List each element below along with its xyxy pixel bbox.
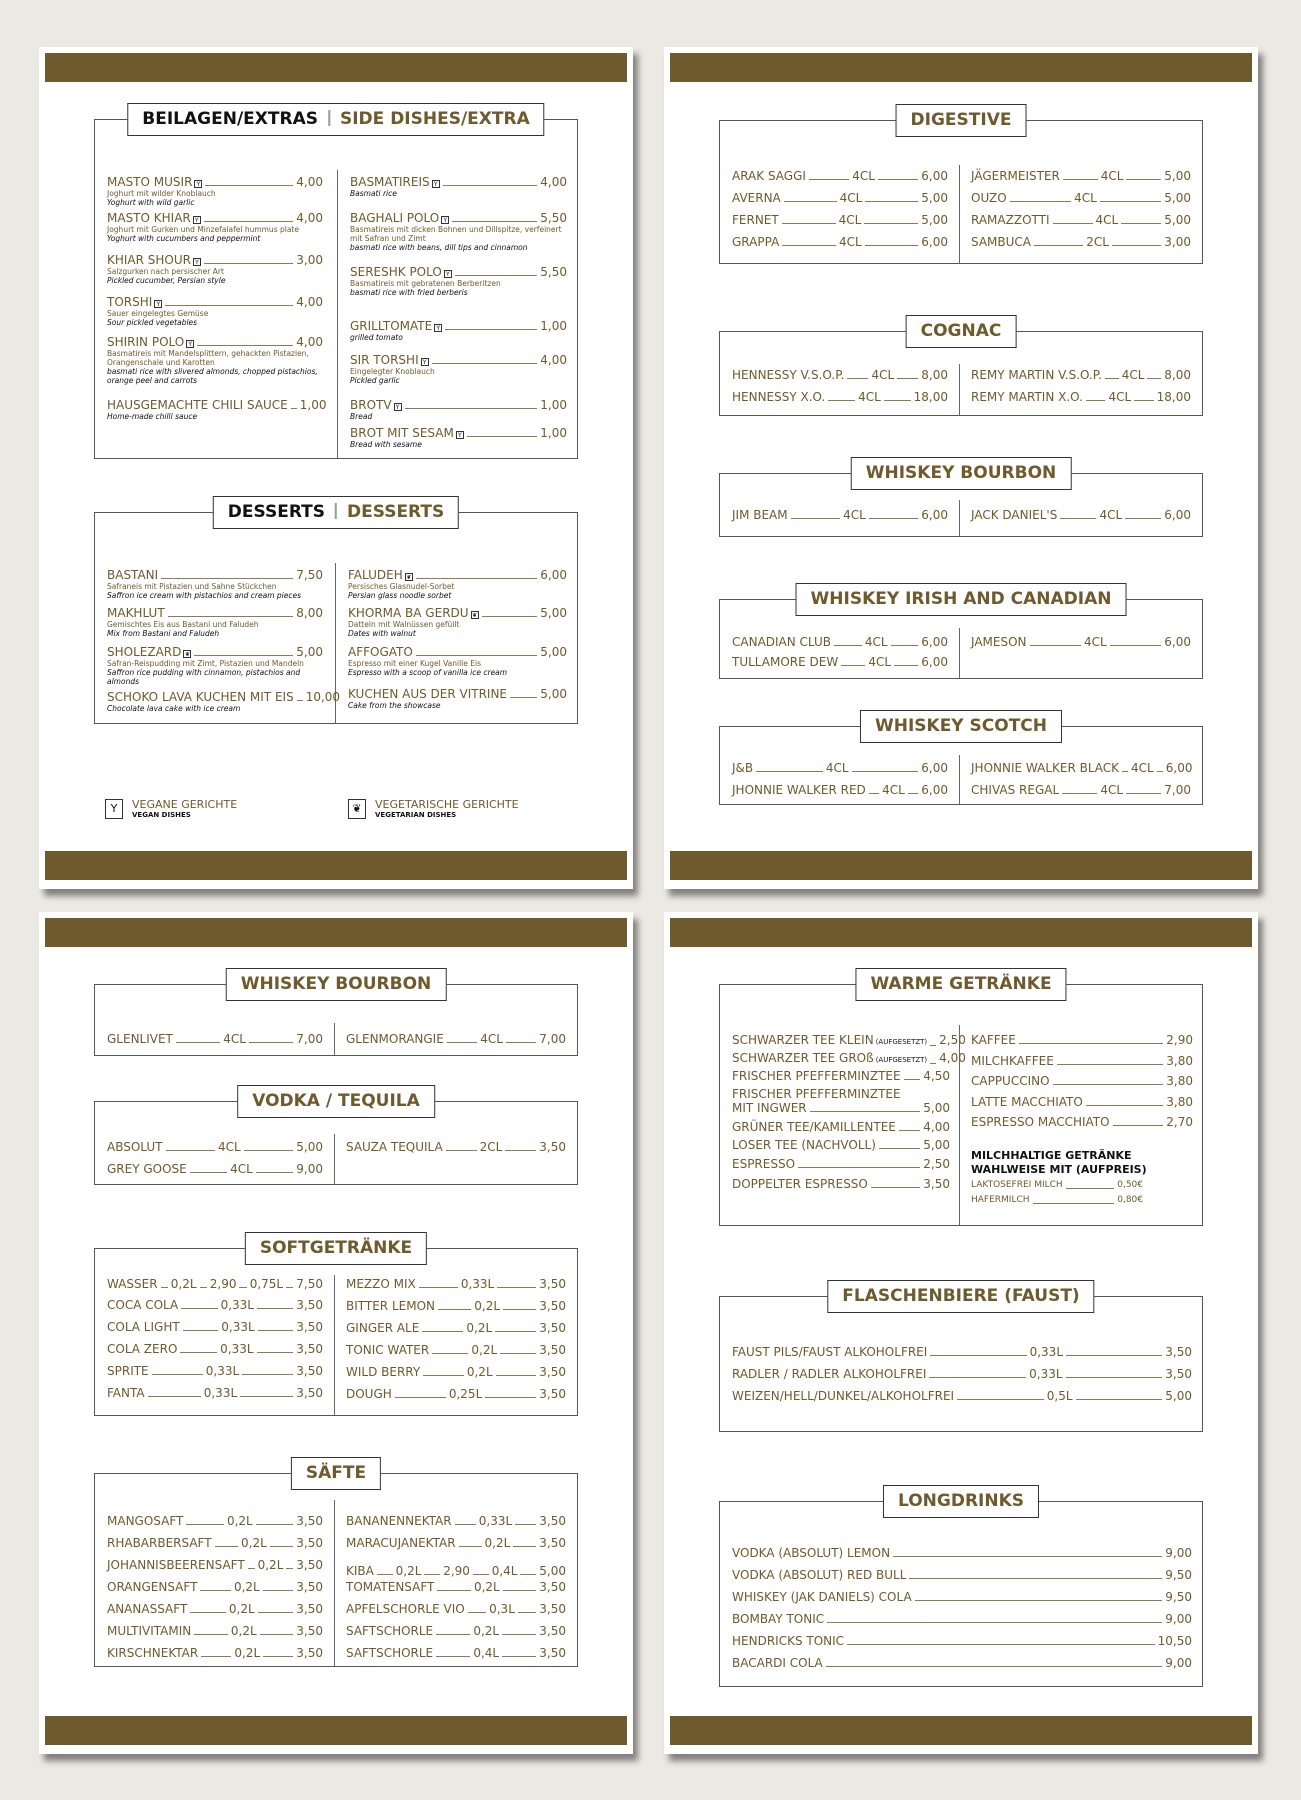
drink-item: JOHANNISBEERENSAFT 0,2L 3,50 bbox=[107, 1558, 324, 1572]
drink-item: COCA COLA 0,33L 3,50 bbox=[107, 1298, 324, 1312]
item-description-en: basmati rice with beans, dill tips and cinnamon bbox=[350, 243, 528, 252]
section-title: LONGDRINKS bbox=[883, 1485, 1039, 1518]
item-description-en: Chocolate lava cake with ice cream bbox=[107, 704, 241, 713]
item-description-en: Bread with sesame bbox=[350, 440, 422, 449]
menu-item: AFFOGATO 5,00 Espresso mit einer Kugel Vanille Eis Espresso with a scoop of vanilla ice cream bbox=[348, 645, 567, 677]
drink-item: HENNESSY V.S.O.P. 4CL 8,00 bbox=[732, 368, 948, 382]
section-title: DIGESTIVE bbox=[896, 104, 1027, 137]
drink-column bbox=[732, 1297, 1192, 1431]
drink-item: DOPPELTER ESPRESSO 3,50 bbox=[732, 1177, 950, 1191]
milk-options: LAKTOSEFREI MILCH 0,50€ HAFERMILCH 0,80€ bbox=[971, 1180, 1143, 1205]
drink-item: BOMBAY TONIC 9,00 bbox=[732, 1612, 1192, 1626]
drink-item: REMY MARTIN X.O. 4CL 18,00 bbox=[971, 390, 1192, 404]
drink-item: MARACUJANEKTAR 0,2L 3,50 bbox=[346, 1536, 566, 1550]
drink-item: SCHWARZER TEE GROß (AUFGESETZT) 4,00 bbox=[732, 1051, 966, 1065]
menu-item: KIBA 0,2L 2,90 0,4L 5,00 bbox=[346, 1564, 566, 1578]
top-band bbox=[45, 53, 627, 82]
menu-page-hot-drinks-beer-longdrinks bbox=[664, 912, 1258, 1754]
item-description-en: Persian glass noodle sorbet bbox=[348, 591, 452, 600]
drink-item: WHISKEY (JAK DANIELS) COLA 9,50 bbox=[732, 1590, 1192, 1604]
section-desserts bbox=[94, 502, 578, 724]
top-band bbox=[45, 918, 627, 947]
legend-vegetarian: VEGETARISCHE GERICHTE VEGETARIAN DISHES bbox=[375, 798, 519, 819]
drink-column bbox=[971, 474, 1191, 536]
drink-item: SAFTSCHORLE 0,2L 3,50 bbox=[346, 1624, 567, 1638]
item-description-de: Basmatireis mit gebratenen Berberitzen bbox=[350, 279, 501, 288]
item-description-en: Cake from the showcase bbox=[348, 701, 441, 710]
vegan-icon: Y bbox=[194, 180, 202, 188]
item-description-en: Bread bbox=[350, 412, 373, 421]
drink-item: DOUGH 0,25L 3,50 bbox=[346, 1387, 567, 1401]
menu-item: MAKHLUT 8,00 Gemischtes Eis aus Bastani und Faludeh Mix from Bastani and Faludeh bbox=[107, 606, 323, 638]
vegan-icon: Y bbox=[444, 270, 452, 278]
drink-item: SCHWARZER TEE KLEIN (AUFGESETZT) 2,50 bbox=[732, 1033, 966, 1047]
drink-column bbox=[971, 121, 1191, 263]
drink-item: MANGOSAFT 0,2L 3,50 bbox=[107, 1514, 324, 1528]
drink-item: J&B 4CL 6,00 bbox=[732, 761, 948, 775]
drink-item: TOMATENSAFT 0,2L 3,50 bbox=[346, 1580, 566, 1594]
drink-item: GINGER ALE 0,2L 3,50 bbox=[346, 1321, 567, 1335]
section-vodka-tequila bbox=[94, 1091, 578, 1185]
item-description-en: Espresso with a scoop of vanilla ice cream bbox=[348, 668, 508, 677]
item-description-de: Salzgurken nach persischer Art bbox=[107, 267, 224, 276]
section-title: WHISKEY BOURBON bbox=[226, 968, 447, 1001]
menu-item: BAGHALI POLO Y 5,50 Basmatireis mit dicken Bohnen und Dillspitze, verfeinert mit Safran und Zimt basmati rice with beans, dill tips and cinnamon bbox=[350, 211, 567, 252]
section-title: WHISKEY SCOTCH bbox=[860, 710, 1062, 743]
drink-item: COLA ZERO 0,33L 3,50 bbox=[107, 1342, 323, 1356]
item-description-de: Safran-Reispudding mit Zimt, Pistazien und Mandeln bbox=[107, 659, 304, 668]
drink-item: ORANGENSAFT 0,2L 3,50 bbox=[107, 1580, 324, 1594]
section-juices bbox=[94, 1463, 578, 1667]
item-description-en: basmati rice with slivered almonds, chopped pistachios, orange peel and carrots bbox=[107, 367, 318, 385]
drink-item: BITTER LEMON 0,2L 3,50 bbox=[346, 1299, 566, 1313]
menu-item: KUCHEN AUS DER VITRINE 5,00 Cake from the showcase bbox=[348, 687, 567, 710]
menu-page-soft-drinks bbox=[39, 912, 633, 1754]
drink-item: MULTIVITAMIN 0,2L 3,50 bbox=[107, 1624, 324, 1638]
menu-item: BROTV Y 1,00 Bread bbox=[350, 398, 567, 421]
drink-item: JÄGERMEISTER 4CL 5,00 bbox=[971, 169, 1191, 183]
drink-item: ANANASSAFT 0,2L 3,50 bbox=[107, 1602, 323, 1616]
menu-item: BASTANI 7,50 Safraneis mit Pistazien und Sahne Stückchen Saffron ice cream with pistachios and cream pieces bbox=[107, 568, 323, 600]
drink-column bbox=[971, 727, 1191, 804]
section-title: COGNAC bbox=[906, 315, 1017, 348]
legend-vegan: VEGANE GERICHTE VEGAN DISHES bbox=[132, 798, 238, 819]
drink-item: ESPRESSO 2,50 bbox=[732, 1157, 950, 1171]
section-digestive bbox=[719, 110, 1203, 264]
drink-item: CANADIAN CLUB 4CL 6,00 bbox=[732, 635, 948, 649]
menu-item: GRILLTOMATE Y 1,00 grilled tomato bbox=[350, 319, 567, 342]
item-description-de: Espresso mit einer Kugel Vanille Eis bbox=[348, 659, 481, 668]
vegetarian-icon: ❦ bbox=[472, 612, 478, 619]
item-column bbox=[348, 513, 567, 723]
item-column bbox=[107, 120, 327, 458]
top-band bbox=[670, 918, 1252, 947]
item-description-en: Basmati rice bbox=[350, 189, 397, 198]
section-whiskey-irish-canadian bbox=[719, 589, 1203, 679]
item-description-en: Home-made chilli sauce bbox=[107, 412, 198, 421]
drink-column bbox=[732, 600, 948, 678]
drink-item: VODKA (ABSOLUT) RED BULL 9,50 bbox=[732, 1568, 1192, 1582]
drink-item: FANTA 0,33L 3,50 bbox=[107, 1386, 323, 1400]
item-description-de: Basmatireis mit dicken Bohnen und Dillspitze, verfeinert mit Safran und Zimt bbox=[350, 225, 562, 243]
menu-page-spirits bbox=[664, 47, 1258, 889]
section-soft-drinks bbox=[94, 1238, 578, 1416]
menu-item: KHIAR SHOUR Y 3,00 Salzgurken nach persischer Art Pickled cucumber, Persian style bbox=[107, 253, 323, 285]
item-description-en: Saffron rice pudding with cinnamon, pistachios and almonds bbox=[107, 668, 301, 686]
drink-item: KIRSCHNEKTAR 0,2L 3,50 bbox=[107, 1646, 323, 1660]
section-title: SOFTGETRÄNKE bbox=[245, 1232, 427, 1265]
drink-item: GRÜNER TEE/KAMILLENTEE 4,00 bbox=[732, 1120, 950, 1134]
item-description-en: basmati rice with fried berberis bbox=[350, 288, 468, 297]
item-description-en: grilled tomato bbox=[350, 333, 403, 342]
soft-left-column bbox=[107, 1249, 323, 1415]
drink-item: TULLAMORE DEW 4CL 6,00 bbox=[732, 655, 948, 669]
item-description-de: Safraneis mit Pistazien und Sahne Stückchen bbox=[107, 582, 277, 591]
drink-item: ARAK SAGGI 4CL 6,00 bbox=[732, 169, 949, 183]
drink-item: GLENMORANGIE 4CL 7,00 bbox=[346, 1032, 567, 1046]
bottom-band bbox=[45, 851, 627, 880]
drink-item: APFELSCHORLE VIO 0,3L 3,50 bbox=[346, 1602, 567, 1616]
drink-column bbox=[971, 600, 1191, 678]
drink-item: LATTE MACCHIATO 3,80 bbox=[971, 1094, 1193, 1109]
section-whiskey-bourbon bbox=[719, 463, 1203, 537]
vegan-icon: Y bbox=[394, 403, 402, 411]
section-title: BEILAGEN/EXTRAS SIDE DISHES/EXTRA bbox=[127, 103, 544, 136]
drink-item: SAUZA TEQUILA 2CL 3,50 bbox=[346, 1140, 567, 1154]
drink-column bbox=[732, 474, 948, 536]
drink-item: WILD BERRY 0,2L 3,50 bbox=[346, 1365, 567, 1379]
drink-column bbox=[732, 121, 948, 263]
drink-item: BANANENNEKTAR 0,33L 3,50 bbox=[346, 1514, 567, 1528]
menu-item: TORSHI Y 4,00 Sauer eingelegtes Gemüse Sour pickled vegetables bbox=[107, 295, 323, 327]
drink-item: HENDRICKS TONIC 10,50 bbox=[732, 1634, 1192, 1648]
item-column bbox=[107, 513, 341, 723]
item-description-de: Joghurt mit Gurken und Minzefalafel hummus plate bbox=[107, 225, 299, 234]
drink-item: ESPRESSO MACCHIATO 2,70 bbox=[971, 1115, 1193, 1129]
drink-item: MILCHKAFFEE 3,80 bbox=[971, 1053, 1193, 1068]
drink-item: JIM BEAM 4CL 6,00 bbox=[732, 508, 949, 522]
vegan-icon: Y bbox=[432, 180, 440, 188]
menu-item: MASTO MUSIR Y 4,00 Joghurt mit wilder Knoblauch Yoghurt with wild garlic bbox=[107, 175, 323, 207]
section-whiskey-scotch bbox=[719, 716, 1203, 805]
vegan-icon: Y bbox=[421, 358, 429, 366]
vegan-icon: Y bbox=[193, 216, 201, 224]
vegan-icon: Y bbox=[154, 300, 162, 308]
menu-item: SHIRIN POLO Y 4,00 Basmatireis mit Mandelsplittern, gehackten Pistazien, Orangenschale und Karotten basmati rice with slivered almonds, chopped pistachios, orange peel and carrots bbox=[107, 335, 323, 385]
drink-item: LOSER TEE (NACHVOLL) 5,00 bbox=[732, 1138, 950, 1152]
drink-item: SAMBUCA 2CL 3,00 bbox=[971, 235, 1191, 249]
drink-item: BACARDI COLA 9,00 bbox=[732, 1656, 1192, 1670]
item-description-en: Pickled garlic bbox=[350, 376, 400, 385]
menu-item: BROT MIT SESAM Y 1,00 Bread with sesame bbox=[350, 426, 567, 449]
drink-item: JHONNIE WALKER RED 4CL 6,00 bbox=[732, 783, 948, 797]
drink-item: GRAPPA 4CL 6,00 bbox=[732, 235, 949, 249]
drink-item: RADLER / RADLER ALKOHOLFREI 0,33L 3,50 bbox=[732, 1367, 1192, 1381]
menu-item: SCHOKO LAVA KUCHEN MIT EIS 10,00 Chocolate lava cake with ice cream bbox=[107, 690, 341, 713]
milk-note: MILCHHALTIGE GETRÄNKE WAHLWEISE MIT (AUFPREIS) bbox=[971, 1149, 1147, 1176]
drink-item: KAFFEE 2,90 bbox=[971, 1033, 1193, 1047]
drink-column bbox=[346, 1249, 566, 1415]
menu-item: KHORMA BA GERDU ❦ 5,00 Datteln mit Walnüssen gefüllt Dates with walnut bbox=[348, 606, 567, 638]
drink-item: JHONNIE WALKER BLACK 4CL 6,00 bbox=[971, 761, 1193, 775]
drink-item: HENNESSY X.O. 4CL 18,00 bbox=[732, 390, 949, 404]
menu-item: BASMATIREIS Y 4,00 Basmati rice bbox=[350, 175, 567, 198]
drink-item: JAMESON 4CL 6,00 bbox=[971, 635, 1191, 649]
drink-column bbox=[732, 1502, 1192, 1686]
drink-item: GREY GOOSE 4CL 9,00 bbox=[107, 1162, 323, 1176]
vegetarian-icon: ❦ bbox=[184, 651, 190, 658]
drink-item: FRISCHER PFEFFERMINZTEE 4,50 bbox=[732, 1069, 950, 1083]
drink-item: FRISCHER PFEFFERMINZTEE MIT INGWER 5,00 bbox=[732, 1087, 950, 1115]
hot-drinks-right-column bbox=[971, 985, 1193, 1225]
section-hot-drinks bbox=[719, 974, 1203, 1226]
drink-column bbox=[732, 727, 948, 804]
drink-item: SPRITE 0,33L 3,50 bbox=[107, 1364, 323, 1378]
item-description-en: Yoghurt with cucumbers and peppermint bbox=[107, 234, 261, 243]
drink-item: VODKA (ABSOLUT) LEMON 9,00 bbox=[732, 1546, 1192, 1560]
hot-drinks-left-column bbox=[732, 985, 966, 1225]
item-description-de: Datteln mit Walnüssen gefüllt bbox=[348, 620, 460, 629]
item-column bbox=[350, 120, 567, 458]
section-whiskey-bourbon bbox=[94, 974, 578, 1056]
item-description-de: Joghurt mit wilder Knoblauch bbox=[107, 189, 216, 198]
item-description-en: Pickled cucumber, Persian style bbox=[107, 276, 226, 285]
bottom-band bbox=[45, 1716, 627, 1745]
vegan-icon: Y bbox=[186, 340, 194, 348]
drink-item: FERNET 4CL 5,00 bbox=[732, 213, 949, 227]
drink-item: GLENLIVET 4CL 7,00 bbox=[107, 1032, 323, 1046]
section-title: WHISKEY BOURBON bbox=[851, 457, 1072, 490]
menu-item: SHOLEZARD ❦ 5,00 Safran-Reispudding mit Zimt, Pistazien und Mandeln Saffron rice pudding with cinnamon, pistachios and almonds bbox=[107, 645, 323, 686]
drink-item: AVERNA 4CL 5,00 bbox=[732, 191, 948, 205]
drink-item: FAUST PILS/FAUST ALKOHOLFREI 0,33L 3,50 bbox=[732, 1345, 1192, 1359]
drink-item: CAPPUCCINO 3,80 bbox=[971, 1074, 1193, 1088]
section-title: SÄFTE bbox=[291, 1457, 381, 1490]
juices-right-column bbox=[346, 1474, 566, 1666]
item-description-en: Yoghurt with wild garlic bbox=[107, 198, 195, 207]
drink-item: JACK DANIEL'S 4CL 6,00 bbox=[971, 508, 1191, 522]
drink-item: COLA LIGHT 0,33L 3,50 bbox=[107, 1320, 323, 1334]
section-title: FLASCHENBIERE (FAUST) bbox=[827, 1280, 1094, 1313]
drink-item: RAMAZZOTTI 4CL 5,00 bbox=[971, 213, 1192, 227]
section-longdrinks bbox=[719, 1491, 1203, 1687]
menu-item: MASTO KHIAR Y 4,00 Joghurt mit Gurken und Minzefalafel hummus plate Yoghurt with cucumbers and peppermint bbox=[107, 211, 323, 243]
drink-item: ABSOLUT 4CL 5,00 bbox=[107, 1140, 324, 1154]
drink-column bbox=[346, 1102, 566, 1184]
drink-item: REMY MARTIN V.S.O.P. 4CL 8,00 bbox=[971, 368, 1192, 382]
item-description-de: Sauer eingelegtes Gemüse bbox=[107, 309, 209, 318]
item-description-en: Saffron ice cream with pistachios and cream pieces bbox=[107, 591, 302, 600]
menu-item: WASSER 0,2L 2,90 0,75L 7,50 bbox=[107, 1277, 324, 1291]
vegan-icon: Y bbox=[193, 258, 201, 266]
item-description-de: Gemischtes Eis aus Bastani und Faludeh bbox=[107, 620, 259, 629]
vegan-icon: Y bbox=[105, 799, 123, 819]
section-title: WHISKEY IRISH AND CANADIAN bbox=[796, 583, 1127, 616]
drink-item: WEIZEN/HELL/DUNKEL/ALKOHOLFREI 0,5L 5,00 bbox=[732, 1389, 1193, 1403]
drink-item: TONIC WATER 0,2L 3,50 bbox=[346, 1343, 567, 1357]
drink-item: MEZZO MIX 0,33L 3,50 bbox=[346, 1277, 566, 1291]
drink-item: CHIVAS REGAL 4CL 7,00 bbox=[971, 783, 1191, 797]
vegetarian-icon: ❦ bbox=[348, 799, 366, 819]
menu-item: SIR TORSHI Y 4,00 Eingelegter Knoblauch Pickled garlic bbox=[350, 353, 567, 385]
drink-column bbox=[107, 1102, 323, 1184]
menu-item: HAUSGEMACHTE CHILI SAUCE 1,00 Home-made chilli sauce bbox=[107, 398, 327, 421]
drink-column bbox=[346, 985, 566, 1055]
top-band bbox=[670, 53, 1252, 82]
item-description-en: Sour pickled vegetables bbox=[107, 318, 198, 327]
section-bottled-beer bbox=[719, 1286, 1203, 1432]
section-cognac bbox=[719, 321, 1203, 416]
menu-item: FALUDEH ❦ 6,00 Persisches Glasnudel-Sorbet Persian glass noodle sorbet bbox=[348, 568, 567, 600]
bottom-band bbox=[670, 851, 1252, 880]
bottom-band bbox=[670, 1716, 1252, 1745]
vegan-icon: Y bbox=[434, 324, 442, 332]
vegan-icon: Y bbox=[456, 431, 464, 439]
drink-item: RHABARBERSAFT 0,2L 3,50 bbox=[107, 1536, 324, 1550]
section-title: WARME GETRÄNKE bbox=[855, 968, 1066, 1001]
item-description-en: Dates with walnut bbox=[348, 629, 416, 638]
menu-item: SERESHK POLO Y 5,50 Basmatireis mit gebratenen Berberitzen basmati rice with fried berberis bbox=[350, 265, 567, 297]
menu-page-side-dishes-desserts bbox=[39, 47, 633, 889]
drink-column bbox=[732, 332, 948, 415]
section-title: DESSERTS DESSERTS bbox=[213, 496, 459, 529]
drink-column bbox=[971, 332, 1191, 415]
item-description-de: Eingelegter Knoblauch bbox=[350, 367, 435, 376]
drink-item: OUZO 4CL 5,00 bbox=[971, 191, 1192, 205]
drink-column bbox=[107, 985, 323, 1055]
item-description-en: Mix from Bastani and Faludeh bbox=[107, 629, 220, 638]
item-description-de: Persisches Glasnudel-Sorbet bbox=[348, 582, 455, 591]
vegetarian-icon: ❦ bbox=[406, 574, 412, 581]
section-title: VODKA / TEQUILA bbox=[237, 1085, 435, 1118]
drink-item: SAFTSCHORLE 0,4L 3,50 bbox=[346, 1646, 567, 1660]
section-side-dishes bbox=[94, 109, 578, 459]
vegan-icon: Y bbox=[441, 216, 449, 224]
drink-column bbox=[107, 1474, 323, 1666]
item-description-de: Basmatireis mit Mandelsplittern, gehackten Pistazien, Orangenschale und Karotten bbox=[107, 349, 309, 367]
